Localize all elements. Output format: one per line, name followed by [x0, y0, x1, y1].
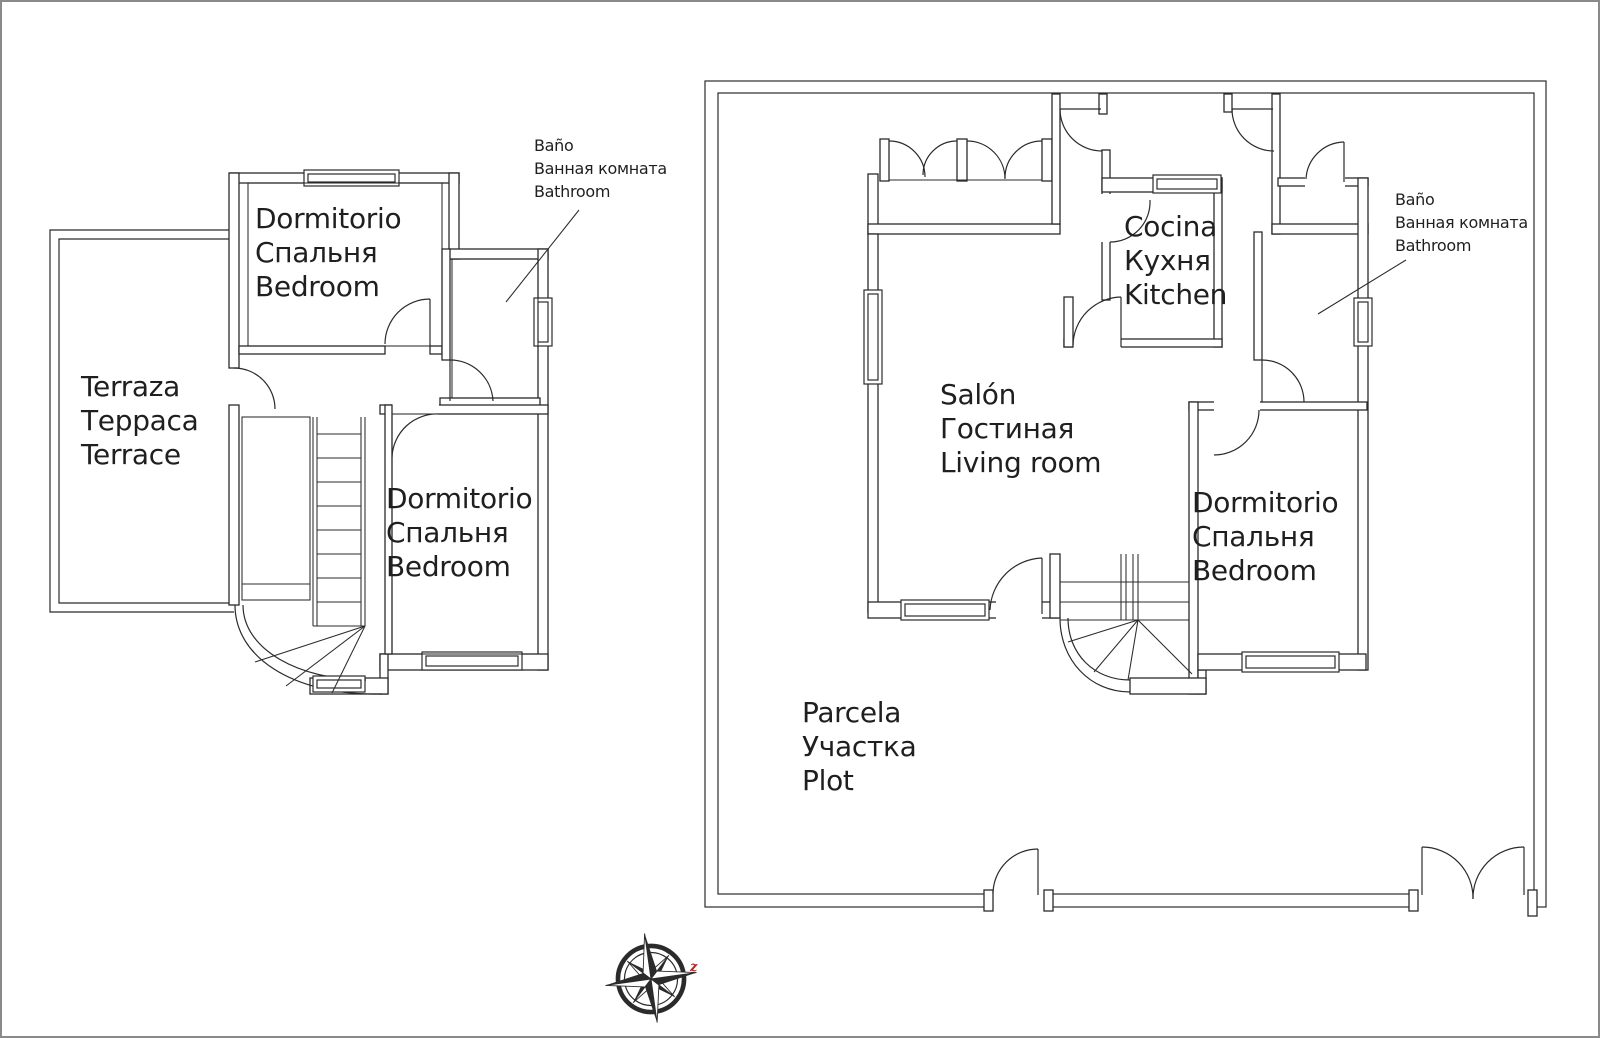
floor2-bedroom-bottom-door [392, 414, 439, 457]
room-name-ru: Гостиная [940, 412, 1075, 445]
floor1-kitchen-label [1124, 210, 1227, 312]
room-name-en: Living room [940, 446, 1102, 479]
floor1-kitchen-window [1153, 175, 1221, 193]
floor1-living-room-bottom-window [901, 600, 989, 620]
room-name-es: Baño [1395, 190, 1435, 209]
room-name-en: Bathroom [534, 182, 611, 201]
room-name-ru: Спальня [386, 516, 509, 549]
room-name-es: Parcela [802, 696, 902, 729]
floor1-living-room-label [940, 378, 1101, 480]
room-name-en: Plot [802, 764, 854, 797]
floor1-living-room-side-window [864, 290, 882, 384]
floor2-bathroom-note [534, 134, 667, 203]
floor1-bedroom-label [1192, 486, 1338, 588]
floor2-doors [234, 299, 493, 457]
room-name-ru: Участка [802, 730, 917, 763]
floor1-bedroom-window [1242, 652, 1339, 672]
plan-drawing [2, 2, 1600, 1038]
room-name-ru: Ванная комната [1395, 213, 1528, 232]
floor2-bedroom-bottom-window [422, 652, 522, 670]
floor2-bedroom-bottom-label [386, 482, 532, 584]
room-name-ru: Кухня [1124, 244, 1211, 277]
room-name-ru: Ванная комната [534, 159, 667, 178]
floor1-stairs [1060, 554, 1192, 680]
room-name-en: Bedroom [1192, 554, 1317, 587]
floor2-terrace-door [234, 368, 275, 409]
room-name-ru: Спальня [255, 236, 378, 269]
floor2-bedroom-top-label [255, 202, 401, 304]
room-name-es: Dormitorio [255, 202, 402, 235]
floor2-terrace-label [81, 370, 199, 472]
floor1-bedroom-door [1214, 410, 1259, 455]
compass-rose-icon [599, 927, 703, 1029]
floor2-bathroom-door [450, 360, 493, 401]
floor2-bedroom-top-door [385, 299, 430, 346]
floor1-bathroom-note [1395, 188, 1528, 257]
floor1-bathroom-door [1262, 360, 1304, 402]
room-name-es: Cocina [1124, 210, 1217, 243]
room-name-es: Dormitorio [386, 482, 533, 515]
floor1-plot-label [802, 696, 916, 798]
room-name-es: Dormitorio [1192, 486, 1339, 519]
floor1-bathroom-window [1354, 298, 1372, 346]
room-name-es: Baño [534, 136, 574, 155]
room-name-en: Bedroom [255, 270, 380, 303]
floor2-bedroom-top-window [304, 170, 399, 186]
room-name-en: Bathroom [1395, 236, 1472, 255]
room-name-ru: Терраса [81, 404, 199, 437]
floor2-bathroom-window [534, 298, 552, 346]
room-name-en: Kitchen [1124, 278, 1228, 311]
room-name-es: Salón [940, 378, 1017, 411]
room-name-en: Bedroom [386, 550, 511, 583]
room-name-es: Terraza [81, 370, 181, 403]
floor1-storage-door [1306, 142, 1344, 182]
room-name-ru: Спальня [1192, 520, 1315, 553]
floor1-entrance-door-left [1060, 109, 1102, 151]
floor1-entrance-door-right [1232, 109, 1274, 151]
compass-z-label: z [690, 960, 698, 975]
room-name-en: Terrace [81, 438, 181, 471]
